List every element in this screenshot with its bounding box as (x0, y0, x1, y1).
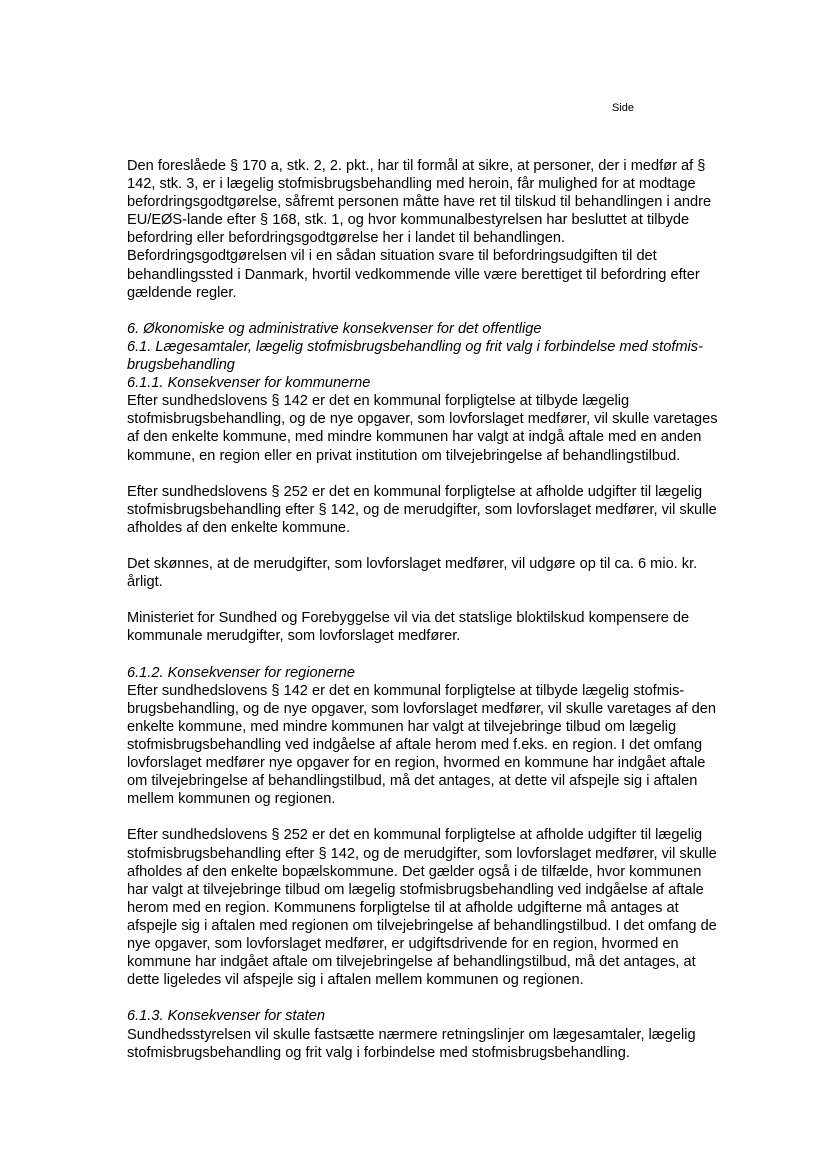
paragraph-gap (127, 808, 751, 826)
paragraph-kommuner-252: Efter sundhedslovens § 252 er det en kommunal forpligtelse at afholde udgifter til lægelig stofmisbrugsbehandling efter § 142, og de merudgifter, som lovforslaget medfører, vil skulle afholdes af den enkelte kommune. (127, 483, 717, 536)
page-header-side: Side (612, 102, 635, 114)
heading-6: 6. Økonomiske og administrative konsekvenser for det offentlige (127, 320, 542, 337)
paragraph-gap (127, 302, 751, 320)
paragraph-regioner-252: Efter sundhedslovens § 252 er det en kommunal forpligtelse at afholde udgifter til lægelig stofmisbrugsbehandling efter § 142, og de merudgifter, som lovforslaget medfører, vil skulle afholdes af den enkelte bopælskommune. Det gælder også i de tilfælde, hvor kommunen har valgt at tilvejebringe tilbud om lægelig stofmisbrugsbehandling ved indgåelse af aftale herom med en region. Kommunens forpligtelse til at afholde udgifterne må antages at afspejle sig i aftalen med regionen om tilvejebringelse af behandlingstilbud. I det omfang de nye opgaver, som lovforslaget medfører, er udgiftsdrivende for en region, hvormed en kommune har indgået aftale om tilvejebringelse af behandlingstilbud, må det antages, at dette ligeledes vil afspejle sig i aftalen mellem kommunen og regionen. (127, 827, 717, 989)
paragraph-staten: Sundhedsstyrelsen vil skulle fastsætte nærmere retningslinjer om lægesamtaler, lægelig stofmisbrugsbehandling og frit valg i forbindelse med stofmisbrugsbehandling. (127, 1026, 696, 1061)
heading-6-1: 6.1. Lægesamtaler, lægelig stofmisbrugsbehandling og frit valg i forbindelse med stofmis- brugsbehandling (127, 338, 703, 374)
paragraph-merudgifter: Det skønnes, at de merudgifter, som lovforslaget medfører, vil udgøre op til ca. 6 mio. kr. årligt. (127, 556, 698, 591)
heading-6-1-3: 6.1.3. Konsekvenser for staten (127, 1008, 325, 1025)
paragraph-bloktilskud: Ministeriet for Sundhed og Forebyggelse vil via det statslige bloktilskud kompensere de kommunale merudgifter, som lovforslaget medfører. (127, 610, 690, 645)
heading-6-1-1: 6.1.1. Konsekvenser for kommunerne (127, 375, 371, 392)
paragraph-befordring: Den foreslåede § 170 a, stk. 2, 2. pkt., har til formål at sikre, at personer, der i medfør af § 142, stk. 3, er i lægelig stofmisbrugsbehandling med heroin, får mulighed for at modtage befordringsgodtgørelse, såfremt personen måtte have ret til tilskud til behandlingen i andre EU/EØS-lande efter § 168, stk. 1, og hvor kommunalbestyrelsen har besluttet at tilbyde befordring eller befordringsgodtgørelse her i landet til behandlingen. Befordringsgodtgørelsen vil i en sådan situation svare til befordringsudgiften til det behandlingssted i Danmark, hvortil vedkommende ville være berettiget til befordring efter gældende regler. (127, 158, 712, 301)
paragraph-gap (127, 989, 751, 1007)
document-body (127, 157, 751, 1062)
heading-6-1-2: 6.1.2. Konsekvenser for regionerne (127, 664, 355, 681)
paragraph-gap (127, 591, 751, 609)
paragraph-gap (127, 465, 751, 483)
paragraph-gap (127, 646, 751, 664)
paragraph-regioner-142: Efter sundhedslovens § 142 er det en kommunal forpligtelse at tilbyde lægelig stofmis- brugsbehandling, og de nye opgaver, som lovforslaget medfører, vil skulle varetages af den enkelte kommune, med mindre kommunen har valgt at tilvejebringe tilbud om lægelig stofmisbrugsbehandling ved indgåelse af aftale herom med f.eks. en region. I det omfang lovforslaget medfører nye opgaver for en region, hvormed en kommune har indgået aftale om tilvejebringelse af behandlingstilbud, må det antages, at dette vil afspejle sig i aftalen mellem kommunen og regionen. (127, 682, 716, 808)
paragraph-kommuner-142: Efter sundhedslovens § 142 er det en kommunal forpligtelse at tilbyde lægelig stofmisbrugsbehandling, og de nye opgaver, som lovforslaget medfører, vil skulle varetages af den enkelte kommune, med mindre kommunen har valgt at indgå aftale med en anden kommune, en region eller en privat institution om tilvejebringelse af behandlingstilbud. (127, 393, 718, 464)
paragraph-gap (127, 537, 751, 555)
